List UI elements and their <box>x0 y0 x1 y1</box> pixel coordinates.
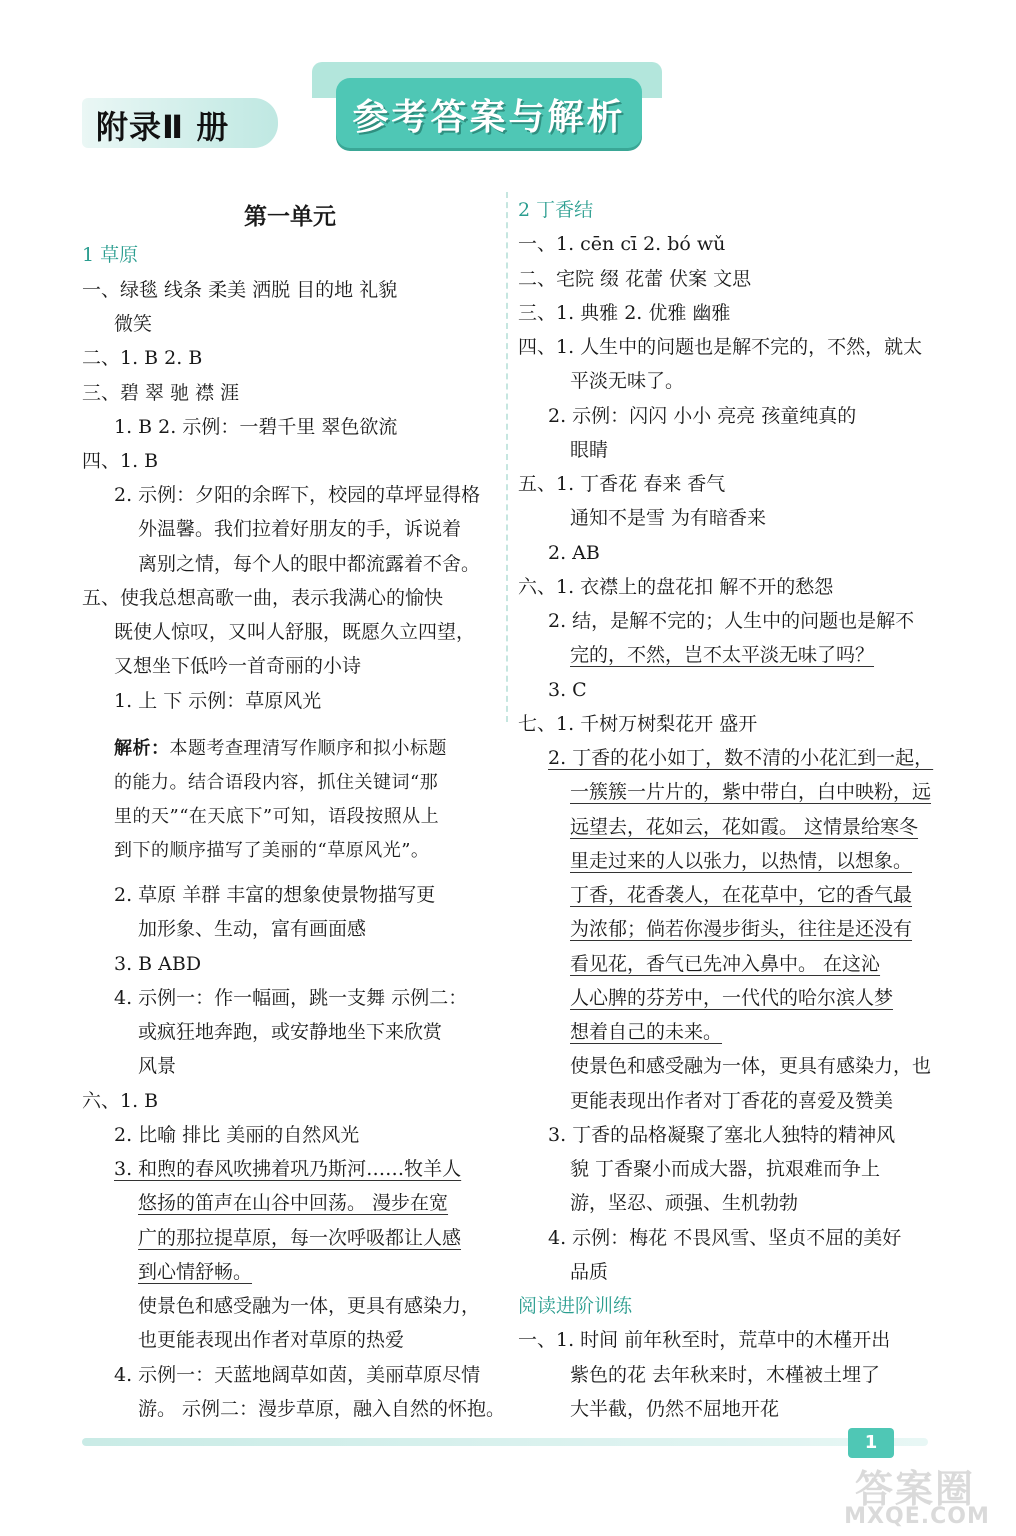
answer-line: 眼睛 <box>570 439 609 461</box>
answer-line: 2. 示例：夕阳的余晖下，校园的草坪显得格 <box>114 484 481 506</box>
appendix-badge-label: 附录Ⅱ 册 <box>96 108 230 146</box>
underlined-answer: 想着自己的未来。 <box>570 1021 723 1043</box>
column-divider <box>506 192 508 722</box>
answer-line: 更能表现出作者对丁香花的喜爱及赞美 <box>570 1090 894 1112</box>
analysis-note: 里的天”“在天底下”可知，语段按照从上 <box>114 806 440 827</box>
answer-line: 六、1. B <box>82 1090 159 1112</box>
answer-line: 3. B ABD <box>114 953 202 975</box>
answer-line: 2. 示例：闪闪 小小 亮亮 孩童纯真的 <box>548 405 857 427</box>
answer-line: 六、1. 衣襟上的盘花扣 解不开的愁怨 <box>518 576 834 598</box>
answer-line: 2. 草原 羊群 丰富的想象使景物描写更 <box>114 884 436 906</box>
answer-line: 一、1. cēn cī 2. bó wǔ <box>518 233 726 255</box>
answer-line: 3. C <box>548 679 587 701</box>
answer-line: 平淡无味了。 <box>570 370 685 392</box>
answer-line: 一、绿毯 线条 柔美 洒脱 目的地 礼貌 <box>82 279 398 301</box>
answer-line: 加形象、生动，富有画面感 <box>138 918 367 940</box>
underlined-answer: 3. 和煦的春风吹拂着巩乃斯河……牧羊人 <box>114 1158 462 1180</box>
answer-line: 游，坚忍、顽强、生机勃勃 <box>570 1192 799 1214</box>
answer-line: 1. B 2. 示例：一碧千里 翠色欲流 <box>114 416 398 438</box>
underlined-answer: 看见花，香气已先冲入鼻中。 在这沁 <box>570 953 881 975</box>
section-heading: 1 草原 <box>82 244 139 266</box>
underlined-answer: 2. 结，是解不完的；人生中的问题也是解不 <box>548 610 915 632</box>
underlined-answer: 悠扬的笛声在山谷中回荡。 漫步在宽 <box>138 1192 449 1214</box>
answer-line: 通知不是雪 为有暗香来 <box>570 507 767 529</box>
page-number: 1 <box>848 1428 894 1458</box>
answer-line: 三、碧 翠 驰 襟 涯 <box>82 382 240 404</box>
underlined-answer: 丁香，花香袭人，在花草中，它的香气最 <box>570 884 913 906</box>
answer-line: 离别之情，每个人的眼中都流露着不舍。 <box>138 553 481 575</box>
answer-line: 大半截，仍然不屈地开花 <box>570 1398 780 1420</box>
underlined-answer: 2. 丁香的花小如丁，数不清的小花汇到一起， <box>548 747 934 769</box>
underlined-answer: 人心脾的芬芳中，一代代的哈尔滨人梦 <box>570 987 894 1009</box>
appendix-badge <box>82 98 278 148</box>
answer-line: 也更能表现出作者对草原的热爱 <box>138 1329 405 1351</box>
answer-line: 四、1. B <box>82 450 159 472</box>
answer-line: 2. AB <box>548 542 600 564</box>
underlined-answer: 里走过来的人以张力，以热情，以想象。 <box>570 850 913 872</box>
answer-line: 使景色和感受融为一体，更具有感染力，也 <box>570 1055 932 1077</box>
answer-line: 貌 丁香聚小而成大器，抗艰难而争上 <box>570 1158 881 1180</box>
answer-line: 品质 <box>570 1261 609 1283</box>
answer-line: 五、使我总想高歌一曲，表示我满心的愉快 <box>82 587 444 609</box>
watermark-logo: 答案圈 <box>854 1467 975 1511</box>
answer-line: 二、宅院 缀 花蕾 伏案 文思 <box>518 268 752 290</box>
section-heading: 阅读进阶训练 <box>518 1295 633 1317</box>
underlined-answer: 广的那拉提草原，每一次呼吸都让人感 <box>138 1227 462 1249</box>
answer-line: 七、1. 千树万树梨花开 盛开 <box>518 713 758 735</box>
answer-line: 紫色的花 去年秋来时，木槿被土埋了 <box>570 1364 881 1386</box>
answer-line: 游。 示例二：漫步草原，融入自然的怀抱。 <box>138 1398 506 1420</box>
answer-line: 4. 示例一：作一幅画，跳一支舞 示例二： <box>114 987 468 1009</box>
analysis-label: 解析： <box>114 738 170 759</box>
analysis-note: 的能力。结合语段内容，抓住关键词“那 <box>114 772 439 793</box>
answer-line: 2. 比喻 排比 美丽的自然风光 <box>114 1124 360 1146</box>
analysis-note: 解析：本题考查理清写作顺序和拟小标题 <box>114 738 447 759</box>
underlined-answer: 完的，不然，岂不太平淡无味了吗？ <box>570 644 875 666</box>
analysis-note: 到下的顺序描写了美丽的“草原风光”。 <box>114 840 430 861</box>
answer-line: 四、1. 人生中的问题也是解不完的，不然，就太 <box>518 336 923 358</box>
underlined-answer: 为浓郁；倘若你漫步街头，往往是还没有 <box>570 918 913 940</box>
answer-line: 一、1. 时间 前年秋至时，荒草中的木槿开出 <box>518 1329 891 1351</box>
answer-line: 既使人惊叹，又叫人舒服，既愿久立四望， <box>114 621 476 643</box>
answer-line: 4. 示例：梅花 不畏风雪、坚贞不屈的美好 <box>548 1227 902 1249</box>
answer-line: 又想坐下低吟一首奇丽的小诗 <box>114 655 362 677</box>
footer-bar <box>82 1438 928 1446</box>
watermark-url: MXQE.COM <box>844 1504 990 1529</box>
answer-line: 或疯狂地奔跑，或安静地坐下来欣赏 <box>138 1021 443 1043</box>
answer-line: 4. 示例一：天蓝地阔草如茵，美丽草原尽情 <box>114 1364 481 1386</box>
answer-line: 微笑 <box>114 313 153 335</box>
answer-line: 五、1. 丁香花 春来 香气 <box>518 473 726 495</box>
answer-line: 3. 丁香的品格凝聚了塞北人独特的精神风 <box>548 1124 896 1146</box>
unit-title: 第一单元 <box>244 204 336 230</box>
underlined-answer: 一簇簇一片片的，紫中带白，白中映粉，远 <box>570 781 932 803</box>
answer-line: 三、1. 典雅 2. 优雅 幽雅 <box>518 302 731 324</box>
underlined-answer: 远望去，花如云，花如霞。 这情景给寒冬 <box>570 816 919 838</box>
section-heading: 2 丁香结 <box>518 199 594 221</box>
page-title: 参考答案与解析 <box>352 97 626 138</box>
answer-line: 外温馨。我们拉着好朋友的手，诉说着 <box>138 518 462 540</box>
answer-line: 风景 <box>138 1055 177 1077</box>
answer-line: 使景色和感受融为一体，更具有感染力， <box>138 1295 481 1317</box>
page-title-banner <box>336 78 642 148</box>
answer-line: 1. 上 下 示例：草原风光 <box>114 690 322 712</box>
underlined-answer: 到心情舒畅。 <box>138 1261 253 1283</box>
answer-line: 二、1. B 2. B <box>82 347 203 369</box>
